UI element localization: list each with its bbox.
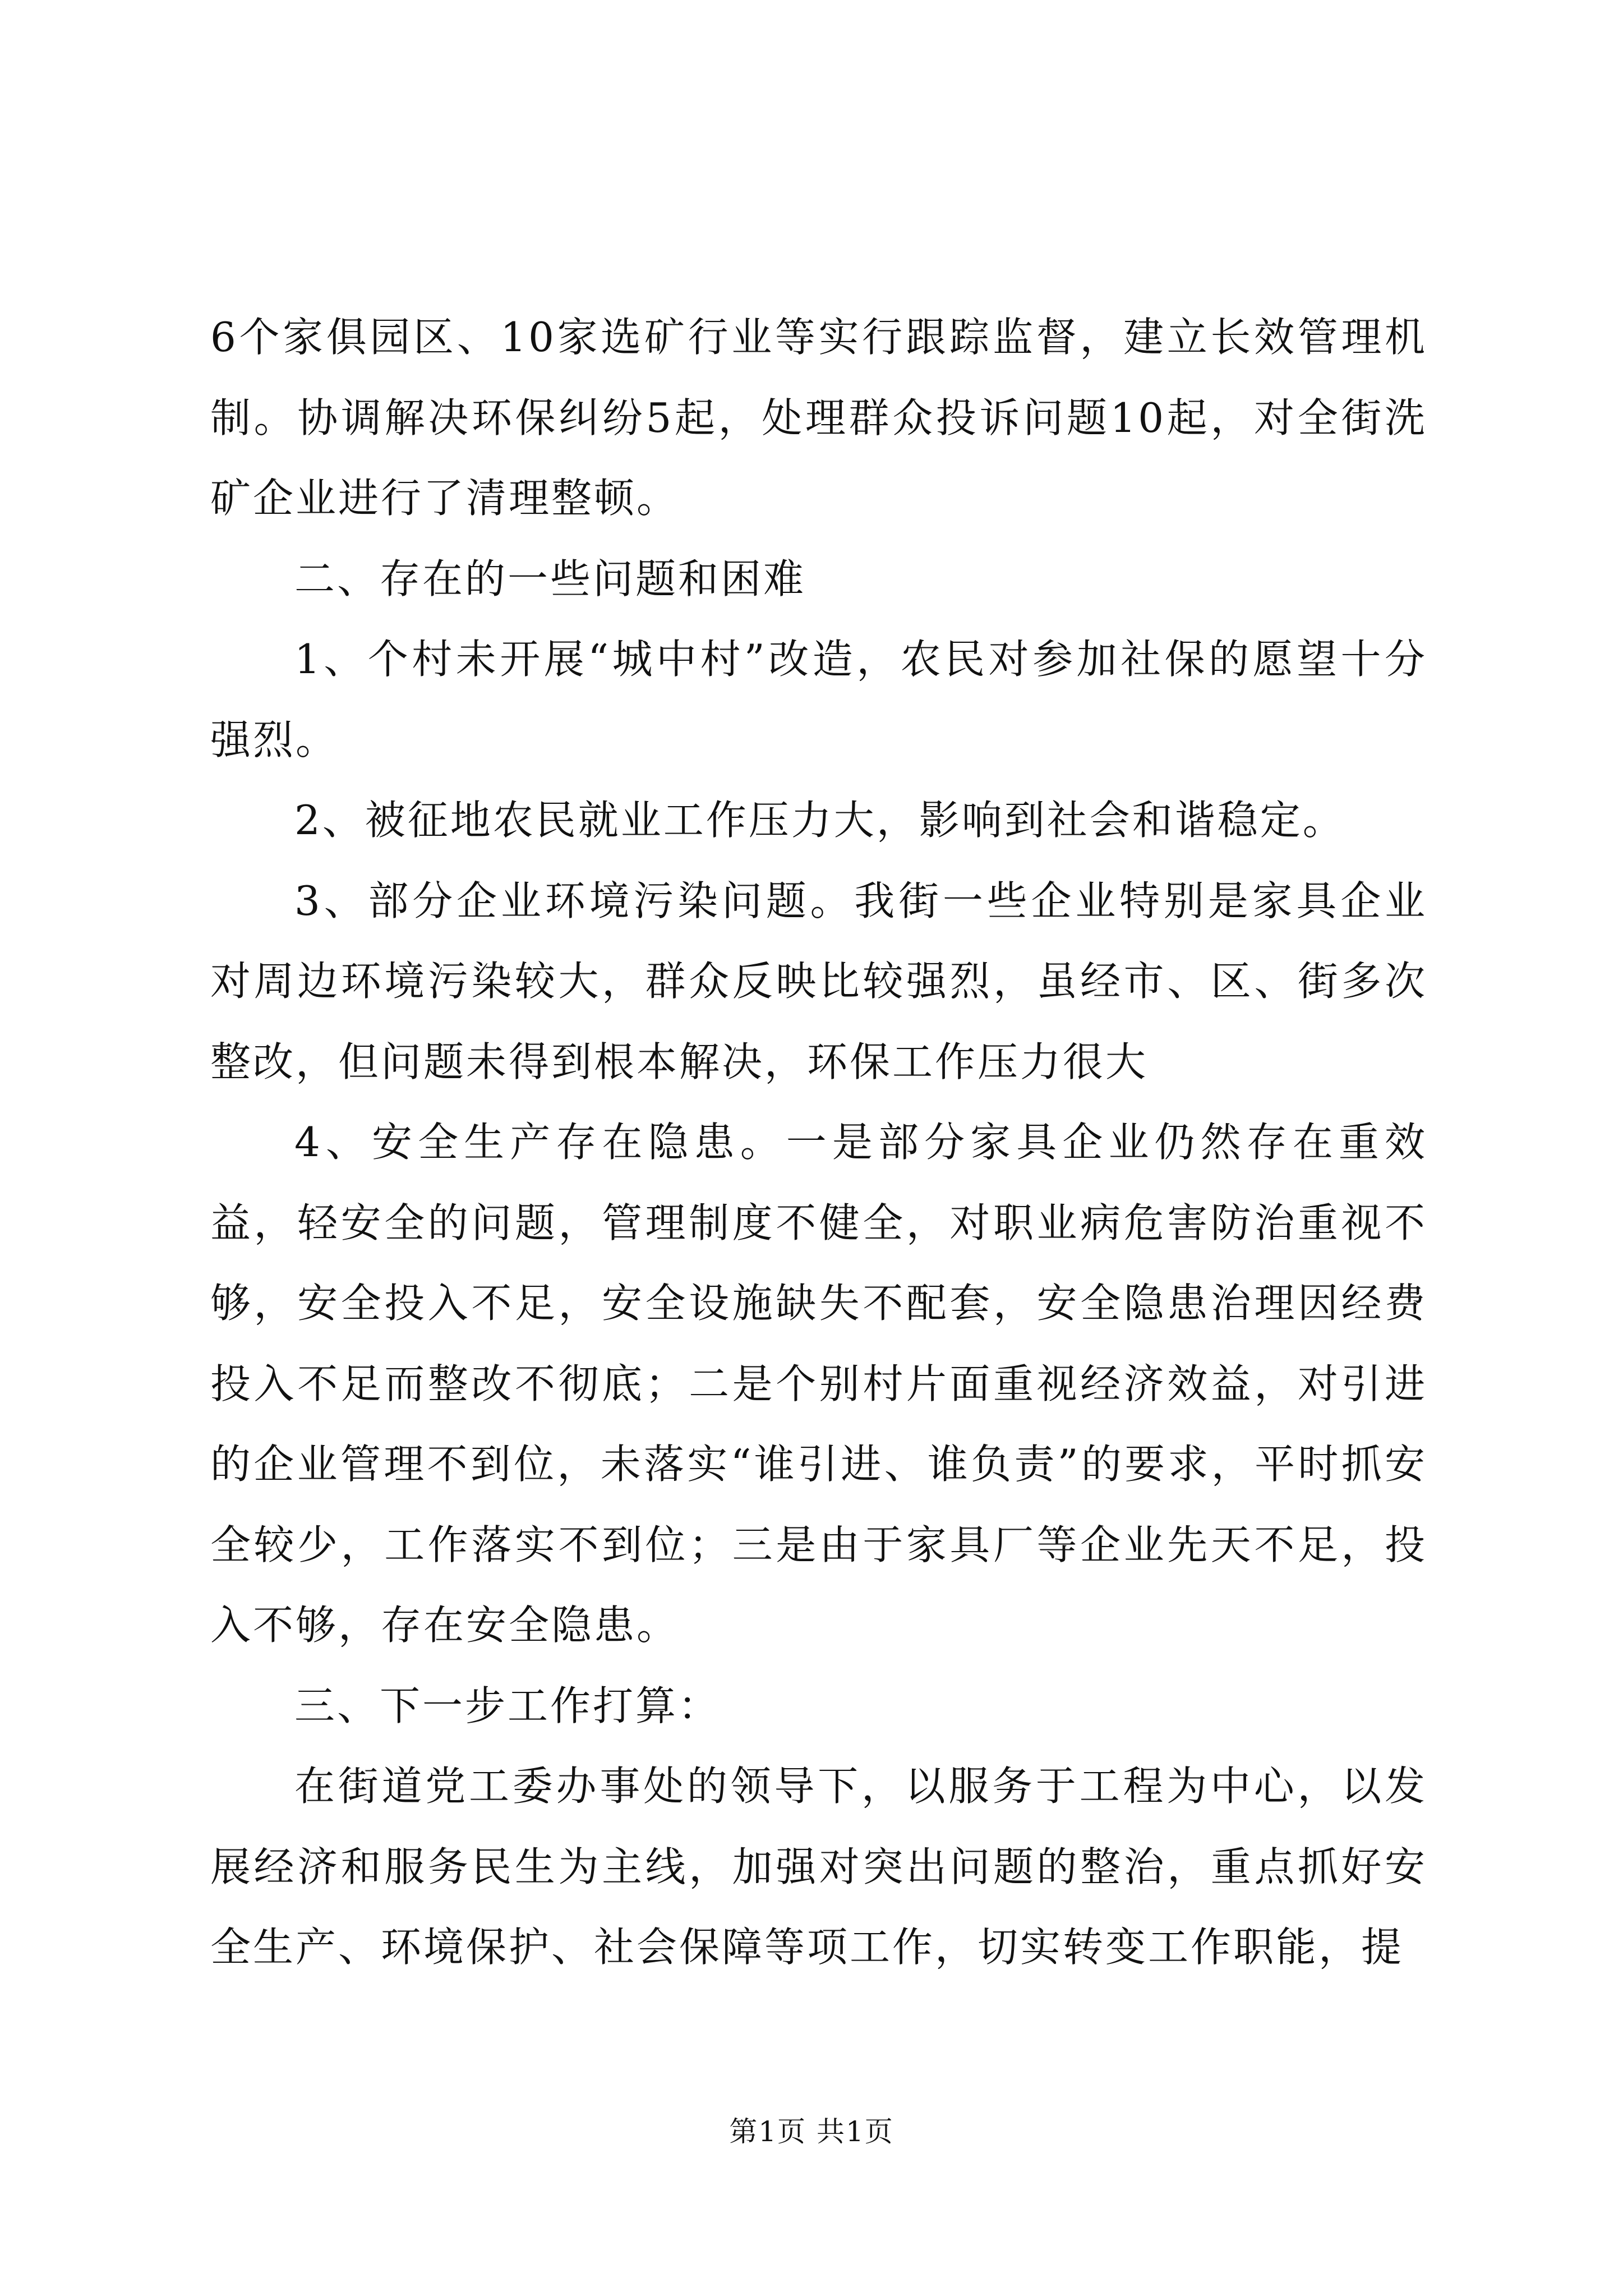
- section-heading-problems: 二、存在的一些问题和困难: [294, 555, 806, 602]
- section-heading-next-steps: 三、下一步工作打算：: [294, 1682, 721, 1729]
- paragraph-item-4: 4、安全生产存在隐患。一是部分家具企业仍然存在重效益，轻安全的问题，管理制度不健全，对职业病危害防治重视不够，安全投入不足，安全设施缺失不配套，安全隐患治理因经费投入不足而整改不彻底；二是个别村片面重视经济效益，对引进的企业管理不到位，未落实“谁引进、谁负责”的要求，平时抓安全较少，工作落实不到位；三是由于家具厂等企业先天不足，投入不够，存在安全隐患。: [210, 1119, 1427, 1649]
- paragraph-next-steps: 在街道党工委办事处的领导下，以服务于工程为中心，以发展经济和服务民生为主线，加强对突出问题的整治，重点抓好安全生产、环境保护、社会保障等项工作，切实转变工作职能，提: [210, 1763, 1427, 1971]
- page-footer: 第1页 共1页: [729, 2115, 894, 2148]
- paragraph-item-2: 2、被征地农民就业工作压力大，影响到社会和谐稳定。: [294, 797, 1345, 844]
- document-body: [210, 297, 1427, 1988]
- paragraph-item-3: 3、部分企业环境污染问题。我街一些企业特别是家具企业对周边环境污染较大，群众反映比较强烈，虽经市、区、街多次整改，但问题未得到根本解决，环保工作压力很大: [210, 877, 1427, 1085]
- paragraph-item-1: 1、个村未开展“城中村”改造，农民对参加社保的愿望十分强烈。: [210, 636, 1427, 763]
- paragraph-1: 6个家俱园区、10家选矿行业等实行跟踪监督，建立长效管理机制。协调解决环保纠纷5起，处理群众投诉问题10起，对全街洗矿企业进行了清理整顿。: [210, 314, 1427, 522]
